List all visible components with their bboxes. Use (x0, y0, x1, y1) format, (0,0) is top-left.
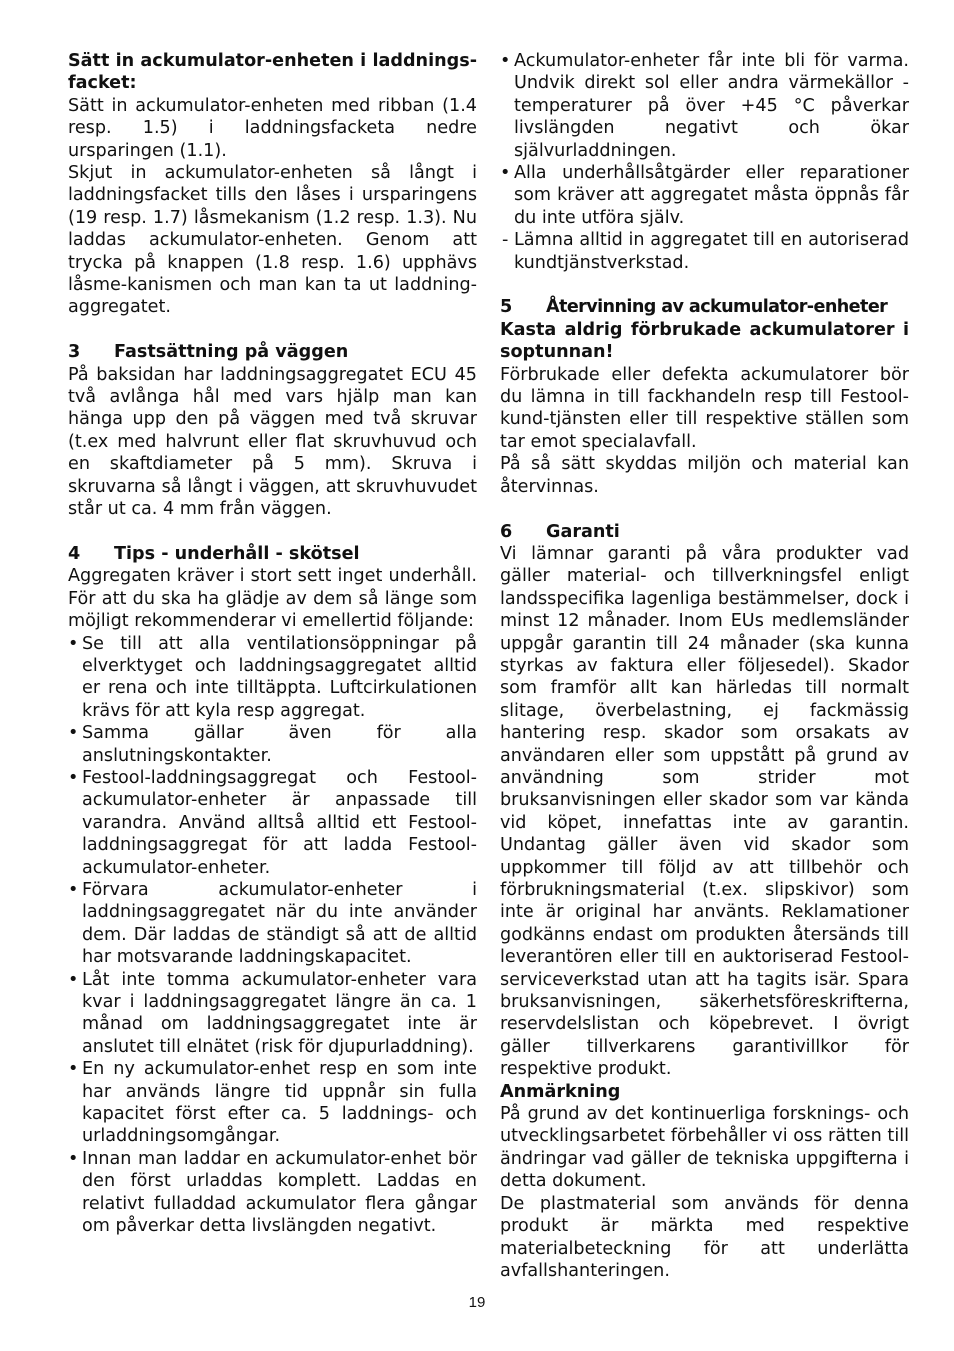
list-item: • Förvara ackumulator-enheter i laddningsaggregatet när du inte använder dem. Där laddas de ständigt så att de alltid har motsvarande laddningskapacitet. (68, 879, 477, 969)
left-column (68, 50, 477, 1238)
insert-paragraph-1: Sätt in ackumulator-enheten med ribban (1.4 resp. 1.5) i laddningsfacketa nedre ursparingen (1.1). (68, 95, 477, 161)
section-5-paragraph-2: På så sätt skyddas miljön och material kan återvinnas. (500, 454, 909, 497)
section-3-body: På baksidan har laddningsaggregatet ECU 45 två avlånga hål med vars hjälp man kan hänga upp den på väggen med två skruvar (t.ex med halvrunt eller flat skruvhuvud och en skaftdiameter på 5 mm). Skruva i skruvarna så långt i väggen, att skruvhuvudet står ut ca. 4 mm från väggen. (68, 364, 477, 520)
list-item: • Samma gällar även för alla anslutningskontakter. (68, 722, 477, 767)
section-4-intro: Aggregaten kräver i stort sett inget underhåll. För att du ska ha glädje av dem så länge som möjligt rekommenderar vi emellertid följande: (68, 566, 477, 632)
dash-list-item: - Lämna alltid in aggregatet till en autoriserad kundtjänstverkstad. (500, 229, 909, 274)
section-6-heading (500, 521, 909, 543)
section-3-title: Fastsättning på väggen (114, 342, 349, 363)
section-6-title: Garanti (546, 521, 620, 542)
list-item: • En ny ackumulator-enhet resp en som inte har används längre tid uppnår sin fulla kapacitet först efter ca. 5 laddnings- och urladdningsomgångar. (68, 1058, 477, 1148)
section-4-heading (68, 543, 477, 565)
section-5-warning: Kasta aldrig förbrukade ackumulatorer i soptunnan! (500, 319, 909, 363)
section-4-title: Tips - underhåll - skötsel (114, 543, 360, 564)
section-3-number: 3 (68, 342, 81, 363)
list-item: • Se till att alla ventilationsöppningar på elverktyget och laddningsaggregatet alltid er rena och inte tilltäppta. Luftcirkulationen krävs för att kyla resp aggregat. (68, 633, 477, 723)
note-paragraph-2: De plastmaterial som används för denna produkt är märkta med respektive materialbeteckning för att underlätta avfallshanteringen. (500, 1193, 909, 1281)
section-6-number: 6 (500, 521, 513, 542)
list-item: • Låt inte tomma ackumulator-enheter vara kvar i laddningsaggregatet längre än ca. 1 månad om laddningsaggregatet inte är anslutet till elnätet (risk för djupurladdning). (68, 969, 477, 1059)
list-item: • Ackumulator-enheter får inte bli för varma. Undvik direkt sol eller andra värmekällor - temperaturer på över +45 °C påverkar livslängden negativt och ökar självurladdningen. (500, 50, 909, 162)
list-item: • Innan man laddar en ackumulator-enhet bör den först urladdas komplett. Laddas en relativt fulladdad ackumulator flera gångar om påverkar detta livslängden negativt. (68, 1148, 477, 1238)
section-5-heading (500, 296, 909, 318)
note-paragraph-1: På grund av det kontinuerliga forsknings- och utvecklingsarbetet förbehåller vi oss rätten till ändringar vad gäller de tekniska uppgifterna i detta dokument. (500, 1104, 909, 1192)
page-number: 19 (468, 1294, 486, 1311)
note-heading: Anmärkning (500, 1081, 621, 1102)
list-item: • Alla underhållsåtgärder eller reparationer som kräver att aggregatet måsta öppnås får du inte utföra själv. (500, 162, 909, 229)
section-3-heading (68, 341, 477, 363)
maintenance-bullet-list (68, 633, 477, 1238)
right-column (500, 50, 909, 1282)
section-5-paragraph-1: Förbrukade eller defekta ackumulatorer bör du lämna in till fackhandeln resp till Festool-kund-tjänsten eller till respektive ställen som tar emot specialavfall. (500, 364, 909, 452)
insert-heading: Sätt in ackumulator-enheten i laddnings-facket: (68, 51, 477, 94)
section-5-title: Återvinning av ackumulator-enheter (546, 297, 888, 318)
section-4-number: 4 (68, 543, 81, 564)
section-6-body: Vi lämnar garanti på våra produkter vad gäller material- och tillverkningsfel enligt landsspecifika lagenliga bestämmelser, dock i minst 12 månader. Inom EUs medlemsländer uppgår garantin till 24 månader (ska kunna styrkas av faktura eller följesedel). Skador som framför allt kan härledas till normalt slitage, överbelastning, ej fackmässig hantering resp. skador som orsakats av användaren eller som uppstått på grund av användning som strider mot bruksanvisningen eller skador som var kända vid köpet, innefattas inte av garantin. Undantag gäller även vid skador som uppkommer till följd av att tillbehör och förbrukningsmaterial (t.ex. slipskivor) som inte är original har använts. Reklamationer godkänns endast om produkten återsänds till leverantören eller till en auktoriserad Festool-serviceverkstad utan att ha tagits isär. Spara bruksanvisningen, säkerhetsföreskrifterna, reservdelslistan och köpebrevet. I övrigt gäller tillverkarens garantivillkor för respektive produkt. (500, 543, 909, 1080)
insert-paragraph-2: Skjut in ackumulator-enheten så långt i laddningsfacket tills den låses i ursparingens (19 resp. 1.7) låsmekanism (1.2 resp. 1.3). Nu laddas ackumulator-enheten. Genom att trycka på knappen (1.8 resp. 1.6) upphävs låsme-kanismen och man kan ta ut laddning-aggregatet. (68, 163, 477, 318)
section-5-number: 5 (500, 297, 513, 318)
list-item: • Festool-laddningsaggregat och Festool-ackumulator-enheter är anpassade till varandra. Använd alltså alltid ett Festool-laddningsaggregat för att ladda Festool-ackumulator-enheter. (68, 767, 477, 879)
maintenance-bullet-list-continued (500, 50, 909, 274)
